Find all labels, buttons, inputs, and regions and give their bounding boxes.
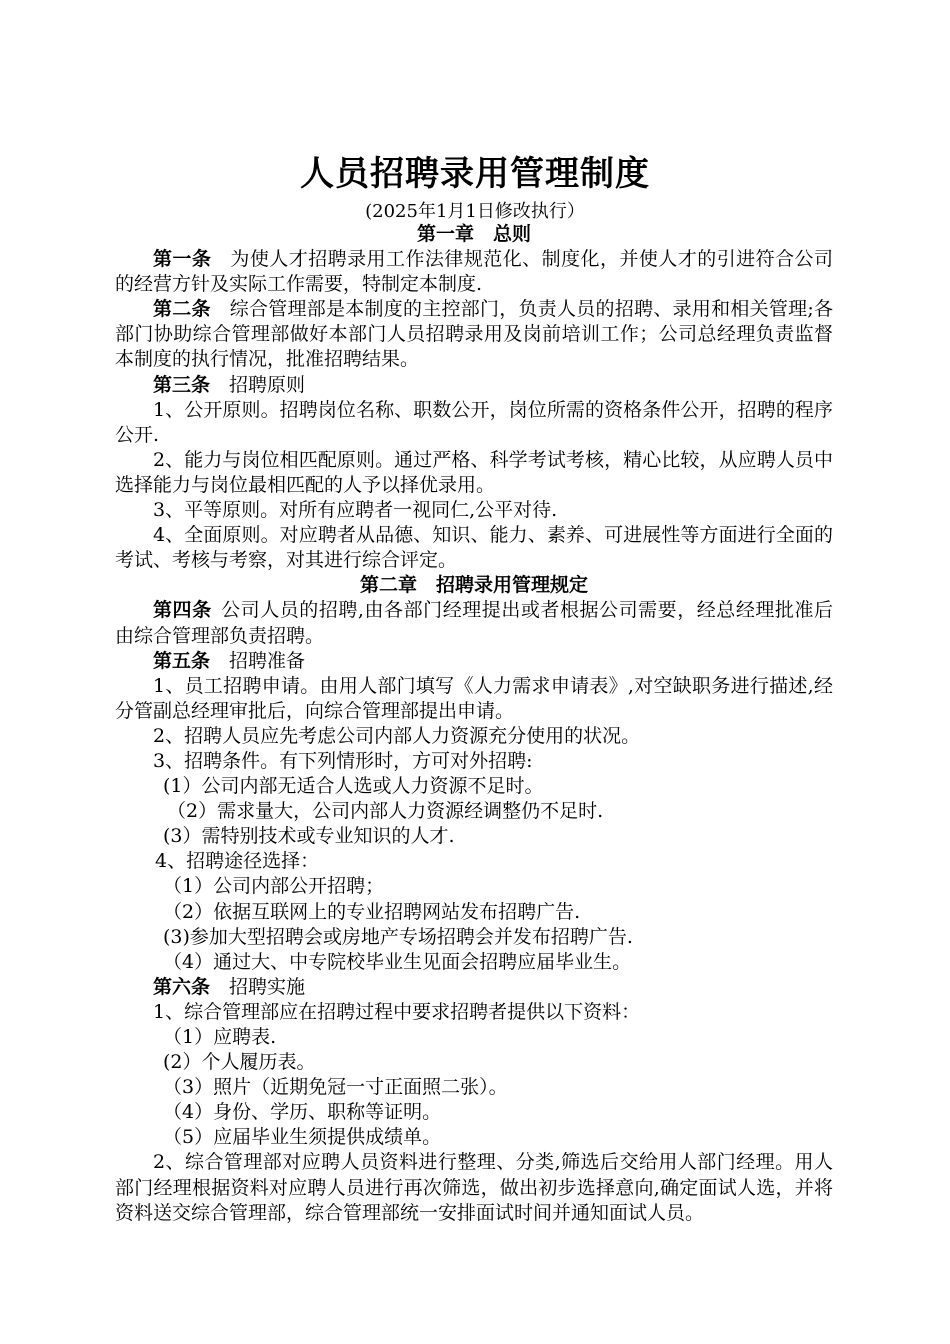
article-5-item: 1、员工招聘申请。由用人部门填写《人力需求申请表》,对空缺职务进行描述,经分管副总经理审批后，向综合管理部提出申请。 — [115, 674, 833, 722]
document-body — [115, 222, 833, 1226]
material-item: （3）照片（近期免冠一寸正面照二张）。 — [163, 1076, 508, 1099]
article-1 — [115, 247, 833, 297]
article-3 — [115, 373, 833, 398]
article-1-text: 为使人才招聘录用工作法律规范化、制度化，并使人才的引进符合公司的经营方针及实际工作需要，特制定本制度. — [115, 248, 833, 296]
document-title: 人员招聘录用管理制度 — [300, 154, 650, 194]
material-item: （5）应届毕业生须提供成绩单。 — [163, 1126, 442, 1149]
article-4-text: 公司人员的招聘,由各部门经理提出或者根据公司需要，经总经理批准后由综合管理部负责招聘。 — [115, 599, 833, 647]
article-2-text: 综合管理部是本制度的主控部门，负责人员的招聘、录用和相关管理;各部门协助综合管理部做好本部门人员招聘录用及岗前培训工作；公司总经理负责监督本制度的执行情况，批准招聘结果。 — [115, 298, 833, 371]
material-item: （4）身份、学历、职称等证明。 — [163, 1101, 442, 1124]
article-5 — [115, 649, 833, 674]
article-5-item: 2、招聘人员应先考虑公司内部人力资源充分使用的状况。 — [153, 724, 641, 747]
article-2-label: 第二条 — [153, 298, 211, 321]
material-item: (2）个人履历表。 — [163, 1051, 316, 1074]
chapter-1-heading: 第一章 总则 — [416, 223, 531, 245]
condition-item: (3）需特别技术或专业知识的人才. — [163, 825, 455, 848]
article-6-item: 1、综合管理部应在招聘过程中要求招聘者提供以下资料： — [153, 1000, 641, 1023]
article-3-label: 第三条 — [153, 373, 211, 396]
channel-item: （1）公司内部公开招聘； — [163, 875, 385, 898]
article-5-item: 4、招聘途径选择： — [155, 850, 320, 873]
condition-item: (1）公司内部无适合人选或人力资源不足时。 — [163, 775, 544, 798]
article-4-label: 第四条 — [153, 599, 212, 622]
article-4 — [115, 598, 833, 648]
article-6-item: 2、综合管理部对应聘人员资料进行整理、分类,筛选后交给用人部门经理。用人部门经理根据资料对应聘人员进行再次筛选，做出初步选择意向,确定面试人选，并将资料送交综合管理部，综合管理部统一安排面试时间并通知面试人员。 — [115, 1151, 833, 1224]
document-subtitle: (2025年1月1日修改执行） — [365, 201, 585, 222]
article-3-text: 招聘原则 — [229, 373, 306, 396]
condition-item: （2）需求量大，公司内部人力资源经调整仍不足时. — [167, 800, 604, 823]
chapter-2-heading: 第二章 招聘录用管理规定 — [359, 574, 588, 597]
article-3-item: 3、平等原则。对所有应聘者一视同仁,公平对待. — [153, 499, 558, 522]
article-3-item: 4、全面原则。对应聘者从品德、知识、能力、素养、可进展性等方面进行全面的考试、考核与考察，对其进行综合评定。 — [115, 524, 833, 572]
article-6-text: 招聘实施 — [229, 975, 306, 998]
article-6 — [115, 975, 833, 1000]
article-6-label: 第六条 — [153, 975, 211, 998]
article-5-text: 招聘准备 — [229, 649, 306, 672]
article-5-item: 3、招聘条件。有下列情形时，方可对外招聘: — [153, 749, 533, 772]
article-3-item: 2、能力与岗位相匹配原则。通过严格、科学考试考核，精心比较，从应聘人员中选择能力与岗位最相匹配的人予以择优录用。 — [115, 448, 833, 496]
channel-item: （2）依据互联网上的专业招聘网站发布招聘广告. — [163, 900, 581, 923]
article-1-label: 第一条 — [153, 248, 212, 271]
channel-item: (3)参加大型招聘会或房地产专场招聘会并发布招聘广告. — [163, 925, 633, 948]
material-item: （1）应聘表. — [163, 1026, 277, 1048]
channel-item: （4）通过大、中专院校毕业生见面会招聘应届毕业生。 — [163, 950, 632, 973]
article-3-item: 1、公开原则。招聘岗位名称、职数公开，岗位所需的资格条件公开，招聘的程序公开. — [115, 398, 833, 446]
article-5-label: 第五条 — [153, 649, 211, 672]
article-2 — [115, 297, 833, 372]
